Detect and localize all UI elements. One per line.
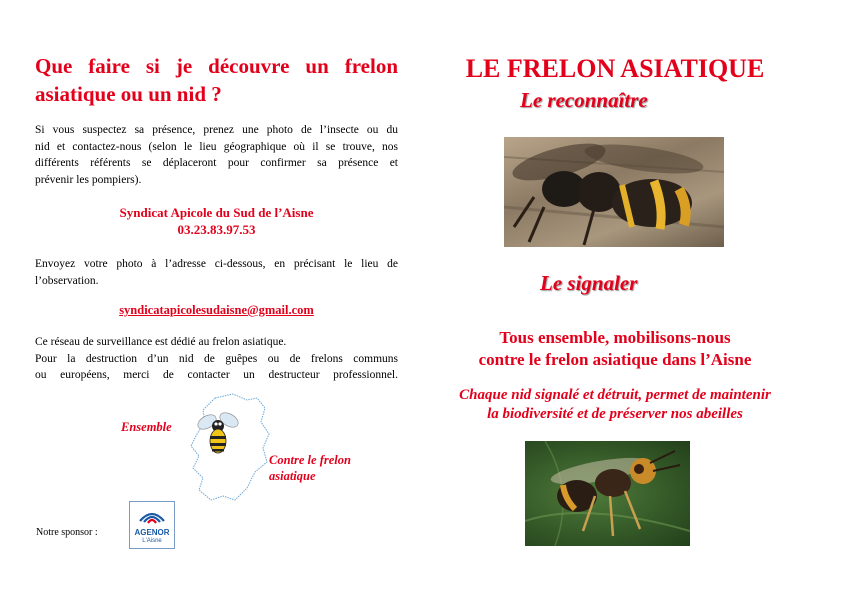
intro-line-4: prévenir les pompiers). bbox=[35, 173, 142, 186]
sponsor-name: AGENOR bbox=[134, 528, 170, 537]
hornet-photo-leaf bbox=[525, 441, 690, 546]
sponsor-label: Notre sponsor : bbox=[36, 527, 98, 538]
send-line-2: l’observation. bbox=[35, 274, 99, 287]
hornet-photo-wood-graphic bbox=[504, 137, 724, 247]
sponsor-wave-icon bbox=[136, 505, 168, 527]
org-phone: 03.23.83.97.53 bbox=[177, 222, 256, 237]
intro-line-3: différents référents se déplaceront pour confirmer sa présence et bbox=[35, 157, 398, 169]
left-title-line-2: asiatique ou un nid ? bbox=[35, 82, 222, 106]
sponsor-sub: L'Aisne bbox=[142, 538, 162, 544]
main-title: LE FRELON ASIATIQUE bbox=[465, 54, 765, 83]
send-line-1: Envoyez votre photo à l’adresse ci-dessous, en précisant le lieu de bbox=[35, 258, 398, 270]
network-paragraph bbox=[35, 334, 398, 384]
intro-paragraph bbox=[35, 122, 398, 188]
mobilize-text bbox=[420, 327, 810, 371]
sponsor-logo bbox=[129, 501, 175, 549]
left-title bbox=[35, 52, 398, 108]
subtitle-recognize: Le reconnaître bbox=[520, 88, 648, 112]
logo-text-ensemble: Ensemble bbox=[121, 420, 172, 434]
subtitle-report: Le signaler bbox=[540, 271, 638, 295]
left-title-line-1: Que faire si je découvre un frelon bbox=[35, 54, 398, 78]
network-line-1: Ce réseau de surveillance est dédié au frelon asiatique. bbox=[35, 336, 287, 348]
mobilize-line-2: contre le frelon asiatique dans l’Aisne bbox=[478, 350, 752, 369]
hornet-photo-leaf-graphic bbox=[525, 441, 690, 546]
network-line-2: Pour la destruction d’un nid de guêpes ou de frelons communs bbox=[35, 352, 398, 365]
send-paragraph bbox=[35, 256, 398, 289]
contact-email-link[interactable]: syndicatapicolesudaisne@gmail.com bbox=[119, 303, 314, 317]
intro-line-1: Si vous suspectez sa présence, prenez une photo de l’insecte ou du bbox=[35, 124, 398, 136]
hornet-photo-wood bbox=[504, 137, 724, 247]
nest-text bbox=[420, 386, 810, 424]
intro-line-2: nid et contactez-nous (selon le lieu géographique où il se trouve, nos bbox=[35, 140, 398, 153]
hornet-cartoon-icon bbox=[193, 408, 243, 456]
nest-line-1: Chaque nid signalé et détruit, permet de maintenir bbox=[459, 387, 771, 403]
network-line-3: ou européens, merci de contacter un destructeur professionnel. bbox=[35, 369, 398, 381]
org-block bbox=[35, 204, 398, 238]
logo-text-contre bbox=[269, 452, 351, 484]
org-name: Syndicat Apicole du Sud de l’Aisne bbox=[119, 205, 314, 220]
nest-line-2: la biodiversité et de préserver nos abeilles bbox=[487, 406, 743, 422]
logo-text-contre-line-2: asiatique bbox=[269, 469, 316, 483]
mobilize-line-1: Tous ensemble, mobilisons-nous bbox=[499, 328, 731, 347]
logo-text-contre-line-1: Contre le frelon bbox=[269, 453, 351, 467]
